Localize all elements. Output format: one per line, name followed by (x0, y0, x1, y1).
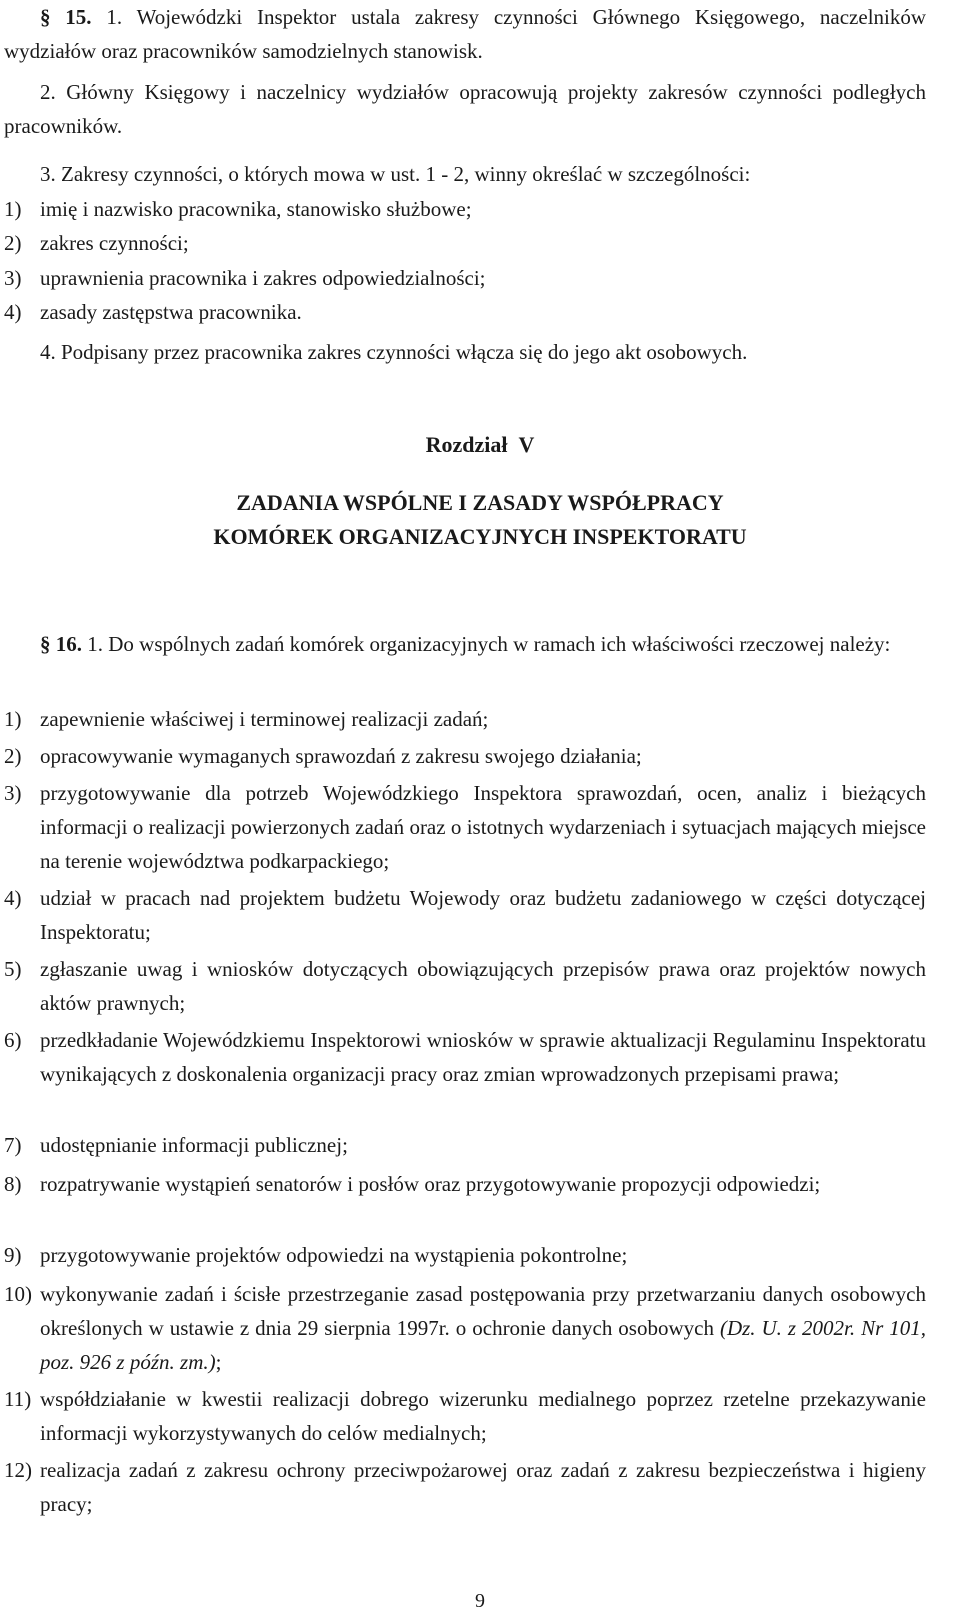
list-item (4, 776, 926, 878)
list-item (4, 1128, 926, 1162)
list-item-number: 10) (4, 1282, 32, 1306)
list-item (4, 1023, 926, 1091)
sec15-p1-num: 1. (106, 5, 123, 29)
list-item (4, 952, 926, 1020)
list-item-number: 4) (4, 300, 22, 324)
list-item-text: przygotowywanie dla potrzeb Wojewódzkiego Inspektora sprawozdań, ocen, analiz i bieżących informacji o realizacji powierzonych zadań oraz o istotnych wydarzeniach i sytuacjach mających miejsce na terenie województwa podkarpackiego; (40, 781, 926, 873)
sec16-mark: § 16. (40, 632, 82, 656)
list-item (4, 1382, 926, 1450)
list-item-number: 1) (4, 197, 22, 221)
sec15-paragraph-4: 4. Podpisany przez pracownika zakres czynności włącza się do jego akt osobowych. (40, 340, 748, 364)
list-item-text: zgłaszanie uwag i wniosków dotyczących obowiązujących przepisów prawa oraz projektów nowych aktów prawnych; (40, 957, 926, 1015)
list-item-number: 7) (4, 1133, 22, 1157)
list-item-number: 3) (4, 781, 22, 805)
list-item-number: 4) (4, 886, 22, 910)
list-item-text: udział w pracach nad projektem budżetu Wojewody oraz budżetu zadaniowego w części dotyczącej Inspektoratu; (40, 886, 926, 944)
chapter-title-line-2: KOMÓREK ORGANIZACYJNYCH INSPEKTORATU (213, 524, 747, 549)
list-item-number: 9) (4, 1243, 22, 1267)
list-item-text: realizacja zadań z zakresu ochrony przeciwpożarowej oraz zadań z zakresu bezpieczeństwa i higieny pracy; (40, 1458, 926, 1516)
list-item-text: imię i nazwisko pracownika, stanowisko służbowe; (40, 197, 472, 221)
chapter-label: Rozdział V (425, 432, 535, 457)
list-item-text: udostępnianie informacji publicznej; (40, 1133, 348, 1157)
legal-citation: (Dz. U. z 2002r. Nr 101, poz. 926 z późn. zm.) (40, 1316, 927, 1374)
sec16-p1-intro: 1. Do wspólnych zadań komórek organizacyjnych w ramach ich właściwości rzeczowej należy: (87, 632, 891, 656)
sec16-paragraph-1 (4, 627, 926, 661)
list-item (4, 702, 926, 736)
list-item-number: 12) (4, 1458, 32, 1482)
page-number: 9 (475, 1590, 485, 1612)
list-item (4, 1277, 926, 1379)
list-item-text: uprawnienia pracownika i zakres odpowiedzialności; (40, 266, 486, 290)
list-item (4, 261, 926, 295)
list-item-number: 8) (4, 1172, 22, 1196)
list-item-text: opracowywanie wymaganych sprawozdań z zakresu swojego działania; (40, 744, 642, 768)
sec15-p1-text: Wojewódzki Inspektor ustala zakresy czynności Głównego Księgowego, naczelników wydziałów oraz pracowników samodzielnych stanowisk. (4, 5, 927, 63)
list-item (4, 739, 926, 773)
list-item-number: 5) (4, 957, 22, 981)
list-item-number: 1) (4, 707, 22, 731)
list-item-text: przedkładanie Wojewódzkiemu Inspektorowi wniosków w sprawie aktualizacji Regulaminu Inspektoratu wynikających z doskonalenia organizacji pracy oraz zmian wprowadzonych przepisami prawa; (40, 1028, 926, 1086)
list-item (4, 295, 926, 329)
list-item-number: 2) (4, 231, 22, 255)
list-item-text-tail: ; (215, 1350, 222, 1374)
list-item (4, 1238, 926, 1272)
list-item (4, 192, 926, 226)
list-item-number: 11) (4, 1387, 32, 1411)
list-item-text (40, 1277, 926, 1379)
list-item (4, 881, 926, 949)
list-item-text: rozpatrywanie wystąpień senatorów i posłów oraz przygotowywanie propozycji odpowiedzi; (40, 1172, 821, 1196)
list-item (4, 1167, 926, 1201)
list-item (4, 226, 926, 260)
sec15-paragraph-3: 3. Zakresy czynności, o których mowa w ust. 1 - 2, winny określać w szczególności: (40, 162, 751, 186)
list-item-text-main: wykonywanie zadań i ścisłe przestrzeganie zasad postępowania przy przetwarzaniu danych osobowych określonych w ustawie z dnia 29 sierpnia 1997r. o ochronie danych osobowych (40, 1282, 926, 1340)
sec15-mark: § 15. (40, 5, 92, 29)
sec15-paragraph-2: 2. Główny Księgowy i naczelnicy wydziałów opracowują projekty zakresów czynności podległych pracowników. (4, 80, 926, 138)
list-item-text: współdziałanie w kwestii realizacji dobrego wizerunku medialnego poprzez rzetelne przekazywanie informacji wykorzystywanych do celów medialnych; (40, 1387, 926, 1445)
list-item-number: 3) (4, 266, 22, 290)
sec15-paragraph-1 (4, 0, 926, 68)
list-item-number: 2) (4, 744, 22, 768)
list-item-text: zapewnienie właściwej i terminowej realizacji zadań; (40, 707, 489, 731)
list-item-number: 6) (4, 1028, 22, 1052)
list-item (4, 1453, 926, 1521)
chapter-title-line-1: ZADANIA WSPÓLNE I ZASADY WSPÓŁPRACY (236, 490, 724, 515)
list-item-text: przygotowywanie projektów odpowiedzi na wystąpienia pokontrolne; (40, 1243, 628, 1267)
list-item-text: zakres czynności; (40, 231, 189, 255)
list-item-text: zasady zastępstwa pracownika. (40, 300, 302, 324)
